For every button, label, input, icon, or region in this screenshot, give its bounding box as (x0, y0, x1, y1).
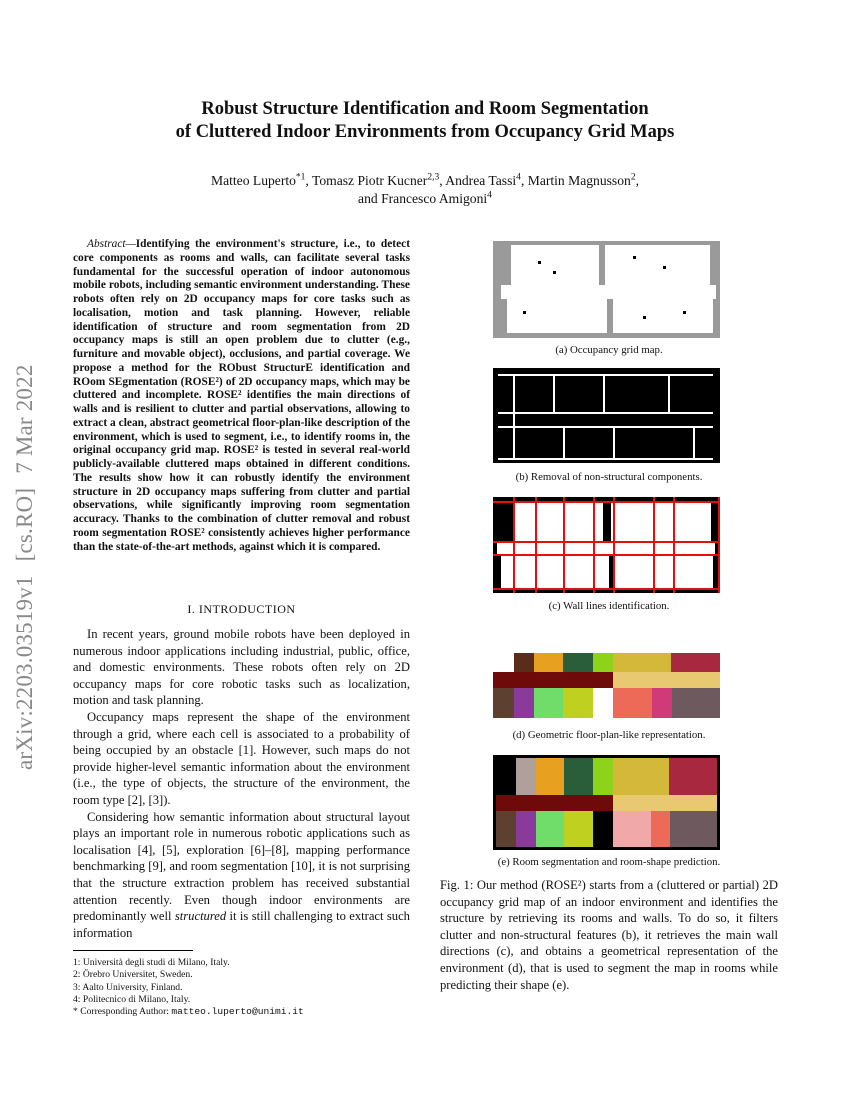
caption-e: (e) Room segmentation and room-shape prediction. (497, 856, 721, 868)
footnotes (73, 950, 304, 1018)
room-block (613, 811, 651, 847)
room-block (613, 672, 720, 688)
room-block (563, 688, 593, 718)
room-block (564, 811, 593, 847)
introduction-body (73, 626, 410, 941)
title-line-1: Robust Structure Identification and Room Segmentation (201, 99, 649, 119)
paragraph (73, 809, 410, 942)
corresponding-email: matteo.luperto@unimi.it (171, 1006, 304, 1018)
room-block (563, 653, 593, 672)
room-block (671, 653, 720, 672)
caption-b: (b) Removal of non-structural components. (515, 471, 703, 483)
room-block (536, 811, 564, 847)
room-block (652, 688, 672, 718)
figure-caption: Fig. 1: Our method (ROSE²) starts from a (cluttered or partial) 2D occupancy grid map of an indoor environment and identifies the structure by retrieving its rooms and walls. To do so, it filters clutter and non-structural features (b), it retrieves the main wall directions (c), and obtains a geometrical representation of the environment (d), that is used to segment the map in rooms while predicting their shape (e). (440, 878, 778, 992)
footnote: 4: Politecnico di Milano, Italy. (73, 993, 191, 1005)
title-line-2: of Cluttered Indoor Environments from Occupancy Grid Maps (175, 122, 675, 142)
room-block (516, 758, 535, 795)
abstract-label: Abstract— (87, 238, 136, 250)
room-block (534, 688, 563, 718)
caption-c: (c) Wall lines identification. (548, 600, 670, 612)
caption-d: (d) Geometric floor-plan-like representation. (512, 729, 706, 741)
authors (100, 172, 750, 208)
room-block (493, 672, 613, 688)
caption-a: (a) Occupancy grid map. (555, 344, 663, 356)
abstract-text: Identifying the environment's structure, i.e., to detect core components as rooms and walls, can facilitate several tasks fundamental for the successful operation of indoor autonomous mobile robots, including semantic environment understanding. These robots often rely on 2D occupancy maps for core tasks such as localisation, motion and task planning. However, reliable identification of structure and room segmentation from 2D occupancy maps is still an open problem due to clutter (e.g., furniture and movable object), occlusions, and partial coverage. We propose a method for the RObust StructurE identification and ROom SEgmentation (ROSE²) of 2D occupancy maps, which may be cluttered and incomplete. ROSE² identifies the main directions of walls and is resilient to clutter and partial observations, allowing to extract a clean, abstract geometrical floor-plan-like description of the environment, which is used to segment, i.e., to identify rooms in, the original occupancy grid map. ROSE² is tested in several real-world publicly-available cluttered maps obtained in different conditions. The results show how it can robustly identify the environment structure in 2D occupancy maps suffering from clutter and partial observations, while significantly improving room segmentation accuracy. Thanks to the combination of clutter removal and robust room segmentation ROSE² consistently achieves higher performance than the state-of-the-art methods, against which it is compared. (73, 238, 410, 553)
section-heading-introduction: I. INTRODUCTION (187, 602, 296, 616)
room-block (496, 758, 516, 795)
figure-occupancy-map (493, 241, 720, 338)
room-block (493, 688, 514, 718)
room-block (613, 688, 652, 718)
room-block (496, 811, 516, 847)
room-block (496, 795, 613, 811)
paper-title (0, 98, 850, 144)
paragraph: Occupancy maps represent the shape of the environment through a grid, where each cell is associated to a probability of being occupied by an obstacle [1]. However, such maps do not provide higher-level semantic information about the environment (i.e., the type of objects, the structure of the environment, the room type [2], [3]). (73, 709, 410, 807)
arxiv-stamp (12, 290, 38, 770)
paragraph: In recent years, ground mobile robots have been deployed in numerous indoor applications including industrial, public, office, and domestic environments. These robots often rely on 2D occupancy maps for core robotic tasks such as localization, motion and task planning. (73, 627, 410, 708)
arxiv-date: 7 Mar 2022 (12, 364, 37, 474)
paragraph-text: Considering how semantic information about structural layout plays an important role in numerous robotic applications such as localisation [4], [5], exploration [6]–[8], mapping performance benchmarking [9], and room segmentation [10], it is not surprising that the structure extraction problem has received substantial attention recently. Even though indoor environments are predominantly well (73, 809, 410, 924)
room-block (593, 653, 613, 672)
room-block (493, 653, 514, 672)
footnote: 3: Aalto University, Finland. (73, 981, 183, 993)
footnote-label: * Corresponding Author: (73, 1006, 172, 1018)
room-block (534, 653, 563, 672)
room-block (613, 653, 671, 672)
room-block (669, 758, 717, 795)
figure-structural-components (493, 368, 720, 463)
paragraph-text: it is still challenging to extract such information (73, 909, 410, 940)
figure-wall-lines (493, 497, 720, 593)
footnote (73, 1006, 413, 1018)
room-block (516, 811, 535, 847)
figure-floor-plan (493, 653, 720, 718)
footnote: 1: Università degli studi di Milano, Italy. (73, 957, 230, 968)
room-block (593, 758, 612, 795)
room-block (536, 758, 564, 795)
room-block (514, 688, 534, 718)
room-block (651, 811, 670, 847)
abstract (73, 238, 410, 554)
emphasis: structured (174, 909, 227, 924)
footnote: 2: Örebro Universitet, Sweden. (73, 969, 193, 981)
room-block (670, 811, 717, 847)
room-block (672, 688, 720, 718)
room-block (613, 758, 669, 795)
arxiv-id: arXiv:2203.03519v1 (12, 575, 37, 770)
authors-line-2: and Francesco Amigoni$^4$ (358, 190, 492, 206)
room-block (593, 688, 613, 718)
room-block (514, 653, 534, 672)
authors-line-1: Matteo Luperto$^{*1}$, Tomasz Piotr Kucner$^{2,3}$, Andrea Tassi$^4$, Martin Magnusson$^2$, (210, 172, 639, 188)
room-block (564, 758, 593, 795)
room-block (613, 795, 717, 811)
figure-room-segmentation (493, 755, 720, 850)
room-block (593, 811, 612, 847)
arxiv-category: [cs.RO] (12, 487, 37, 562)
